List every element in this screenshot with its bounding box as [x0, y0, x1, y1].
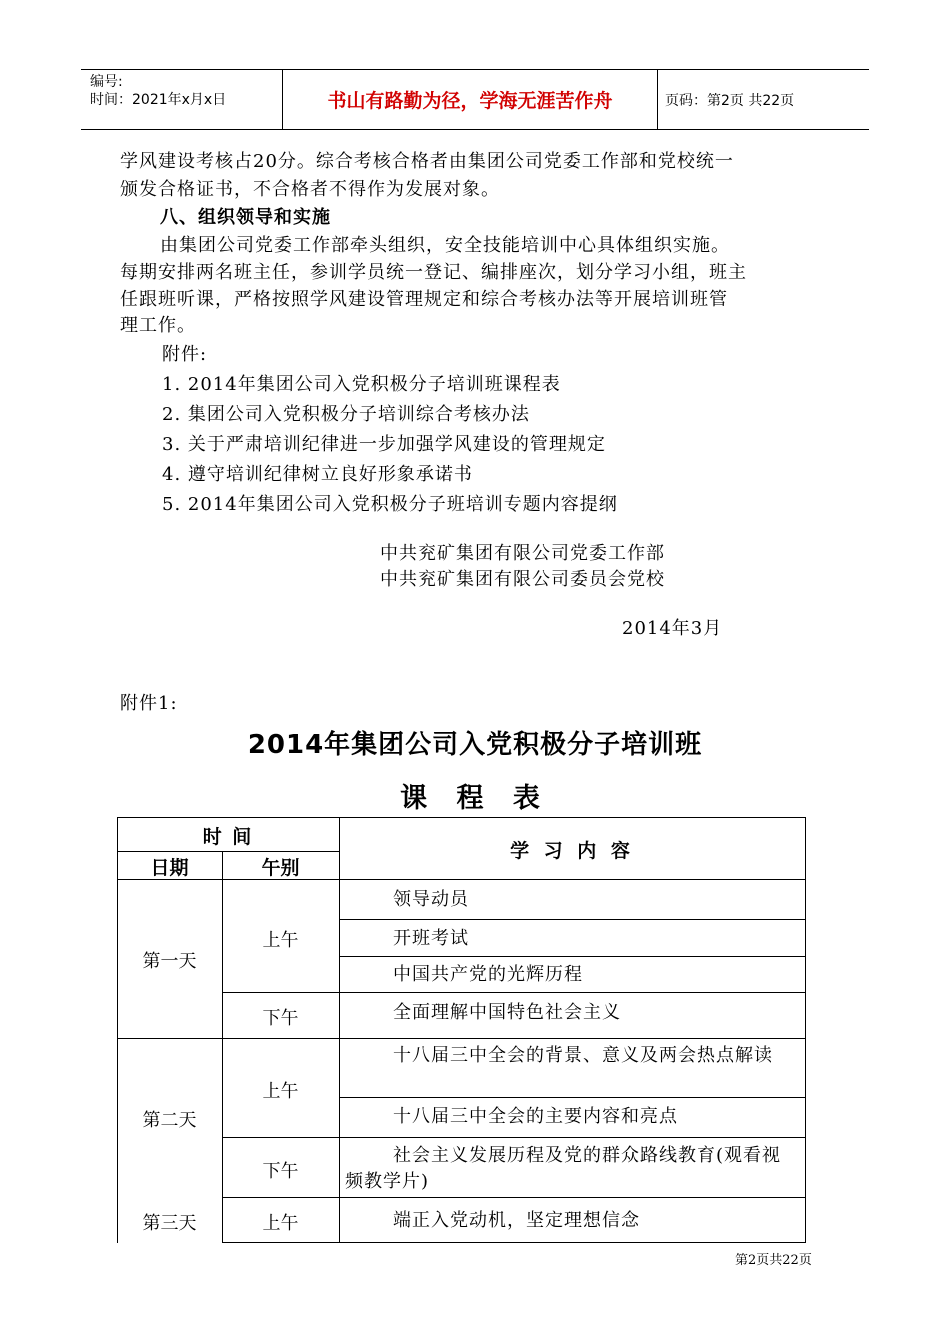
table-row-content: 开班考试 — [393, 928, 469, 949]
appendix-label: 附件1: — [120, 693, 178, 714]
paragraph-line: 学风建设考核占20分。综合考核合格者由集团公司党委工作部和党校统一 — [120, 151, 734, 172]
table-rule — [222, 1197, 806, 1198]
table-rule — [222, 1242, 806, 1243]
table-session: 上午 — [262, 1213, 299, 1234]
table-session: 上午 — [262, 1081, 299, 1102]
table-row-content: 十八届三中全会的主要内容和亮点 — [393, 1106, 678, 1127]
header-motto: 书山有路勤为径，学海无涯苦作舟 — [327, 90, 613, 112]
table-rule — [339, 817, 340, 1243]
signature-line: 中共兖矿集团有限公司党委工作部 — [380, 543, 665, 564]
header-divider — [657, 70, 658, 130]
table-header-content: 学 习 内 容 — [510, 840, 634, 862]
signature-date: 2014年3月 — [622, 618, 723, 639]
header-top-rule — [81, 69, 869, 70]
table-rule — [805, 817, 806, 1243]
attachments-label: 附件: — [162, 344, 208, 365]
table-row-content: 社会主义发展历程及党的群众路线教育(观看视频教学片) — [345, 1145, 782, 1192]
table-day: 第二天 — [142, 1110, 197, 1131]
table-row-content: 十八届三中全会的背景、意义及两会热点解读 — [393, 1045, 773, 1066]
table-rule — [117, 851, 339, 852]
paragraph-line: 任跟班听课，严格按照学风建设管理规定和综合考核办法等开展培训班管 — [120, 289, 728, 310]
attachment-item: 3. 关于严肃培训纪律进一步加强学风建设的管理规定 — [162, 434, 606, 455]
table-header-session: 午别 — [261, 857, 300, 879]
paragraph-line: 每期安排两名班主任，参训学员统一登记、编排座次，划分学习小组，班主 — [120, 262, 747, 283]
table-rule — [339, 1097, 806, 1098]
table-rule — [222, 992, 806, 993]
table-session: 下午 — [262, 1008, 299, 1029]
paragraph-line: 颁发合格证书，不合格者不得作为发展对象。 — [120, 179, 500, 200]
appendix-title: 2014年集团公司入党积极分子培训班 — [247, 730, 703, 760]
attachment-item: 5. 2014年集团公司入党积极分子班培训专题内容提纲 — [162, 494, 618, 515]
table-rule — [117, 817, 806, 818]
header-number-label: 编号: — [90, 74, 123, 90]
appendix-subtitle: 课 程 表 — [400, 783, 550, 814]
section-heading: 八、组织领导和实施 — [160, 207, 331, 228]
attachment-item: 2. 集团公司入党积极分子培训综合考核办法 — [162, 404, 530, 425]
footer-page-number: 第2页共22页 — [735, 1253, 812, 1268]
header-page-label: 页码：第2页 共22页 — [665, 93, 795, 109]
table-rule — [222, 1137, 806, 1138]
attachment-item: 1. 2014年集团公司入党积极分子培训班课程表 — [162, 374, 561, 395]
table-day: 第三天 — [142, 1213, 197, 1234]
table-rule — [339, 956, 806, 957]
table-rule — [339, 919, 806, 920]
table-session: 下午 — [262, 1161, 299, 1182]
table-row-content: 全面理解中国特色社会主义 — [393, 1002, 621, 1023]
table-row-content: 领导动员 — [393, 889, 469, 910]
table-rule — [222, 851, 223, 1243]
table-rule — [117, 1038, 806, 1039]
table-header-date: 日期 — [150, 857, 189, 879]
header-bottom-rule — [81, 129, 869, 130]
signature-line: 中共兖矿集团有限公司委员会党校 — [380, 569, 665, 590]
table-day: 第一天 — [142, 951, 197, 972]
paragraph-line: 理工作。 — [120, 315, 196, 336]
attachment-item: 4. 遵守培训纪律树立良好形象承诺书 — [162, 464, 473, 485]
header-time-label: 时间：2021年x月x日 — [90, 92, 227, 108]
table-rule — [117, 817, 118, 1243]
table-header-time: 时 间 — [202, 826, 254, 848]
paragraph-line: 由集团公司党委工作部牵头组织，安全技能培训中心具体组织实施。 — [160, 235, 730, 256]
table-row-content: 端正入党动机，坚定理想信念 — [393, 1210, 640, 1231]
table-session: 上午 — [262, 930, 299, 951]
table-row-content: 中国共产党的光辉历程 — [393, 964, 583, 985]
